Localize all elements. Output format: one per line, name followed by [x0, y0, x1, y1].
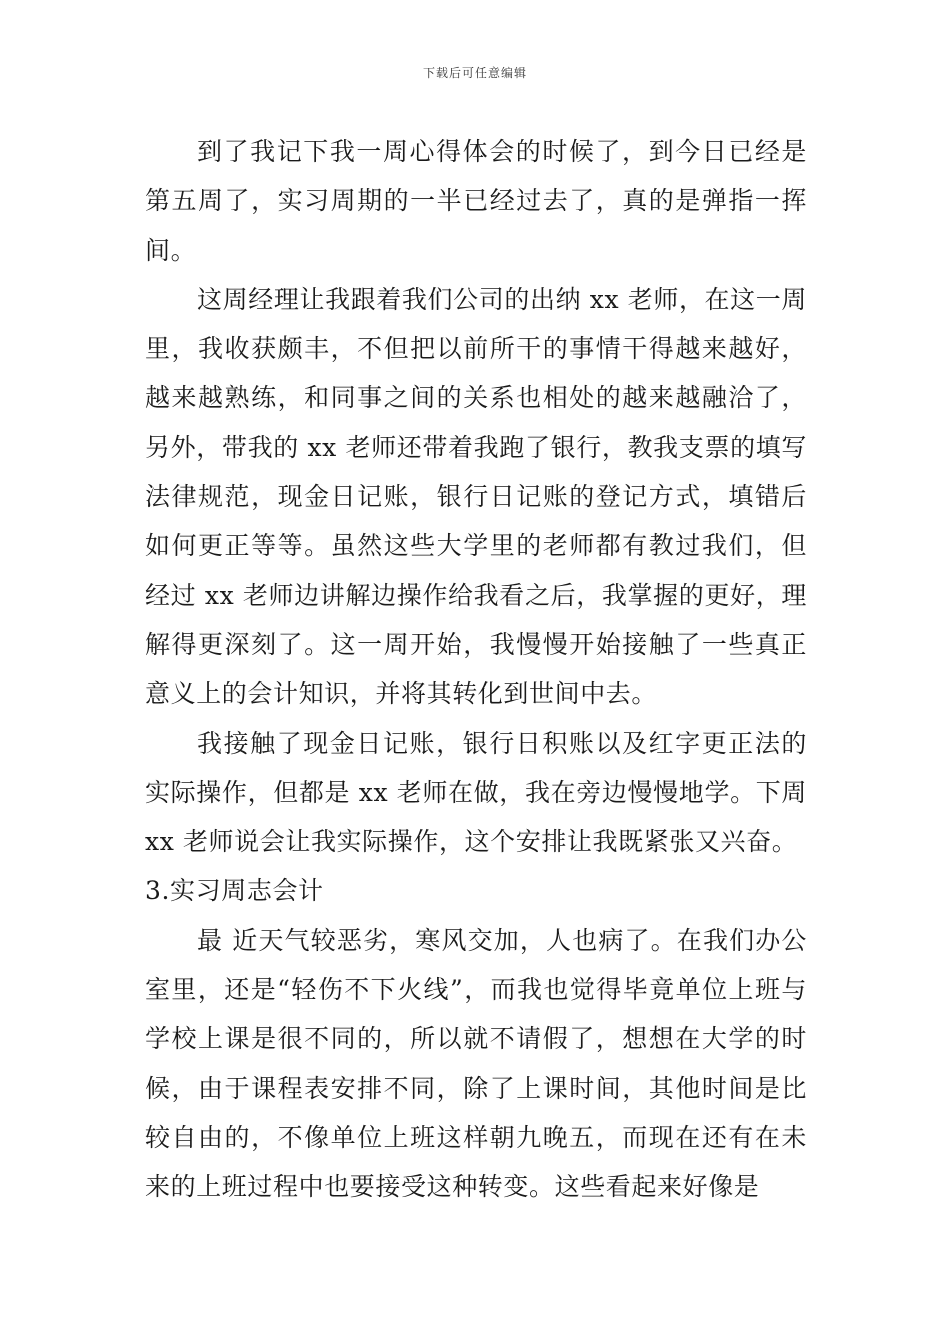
- paragraph-cash-journal: 我接触了现金日记账，银行日积账以及红字更正法的实际操作，但都是 xx 老师在做，我在旁边慢慢地学。下周 xx 老师说会让我实际操作，这个安排让我既紧张又兴奋。: [145, 728, 807, 857]
- page-header: 下载后可任意编辑: [422, 66, 527, 80]
- paragraph-cashier-training: 这周经理让我跟着我们公司的出纳 xx 老师，在这一周里，我收获颇丰，不但把以前所干的事情干得越来越好，越来越熟练，和同事之间的关系也相处的越来越融洽了，另外，带我的 xx 老师还带着我跑了银行，教我支票的填写法律规范，现金日记账，银行日记账的登记方式，填错后如何更正等等。虽然这些大学里的老师都有教过我们，但经过 xx 老师边讲解边操作给我看之后，我掌握的更好，理解得更深刻了。这一周开始，我慢慢开始接触了一些真正意义上的会计知识，并将其转化到世间中去。: [145, 284, 807, 709]
- section-heading: 3.实习周志会计: [145, 876, 324, 906]
- document-body: [145, 127, 807, 1212]
- paragraph-weather-illness: 最 近天气较恶劣，寒风交加，人也病了。在我们办公室里，还是“轻伤不下火线”，而我也觉得毕竟单位上班与学校上课是很不同的，所以就不请假了，想想在大学的时候，由于课程表安排不同，除了上课时间，其他时间是比较自由的，不像单位上班这样朝九晚五，而现在还有在未来的上班过程中也要接受这种转变。这些看起来好像是: [145, 925, 807, 1202]
- paragraph-weekly-reflection: 到了我记下我一周心得体会的时候了，到今日已经是第五周了，实习周期的一半已经过去了，真的是弹指一挥间。: [145, 137, 807, 265]
